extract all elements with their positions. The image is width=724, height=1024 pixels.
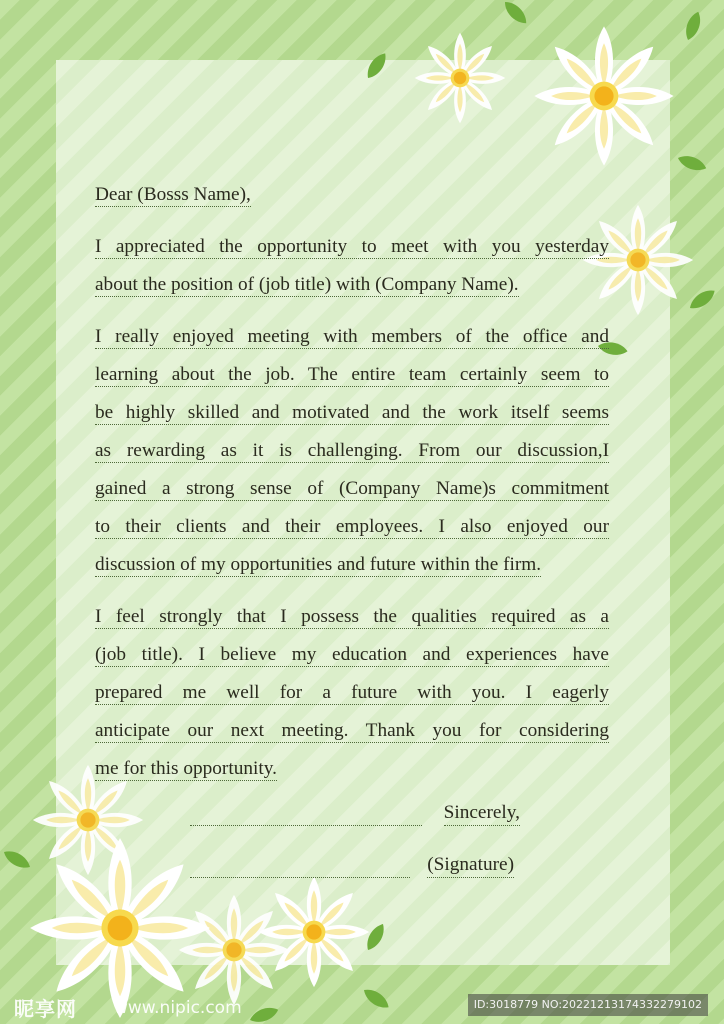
flower-icon: [534, 26, 673, 165]
closing-row: [190, 800, 520, 830]
leaf-icon: [363, 50, 390, 81]
leaf-icon: [687, 286, 718, 313]
letter-line: [95, 318, 609, 356]
line-text: I really enjoyed meeting with members of the office and: [95, 326, 609, 347]
flower-icon: [415, 33, 505, 123]
signature-row: [190, 852, 514, 882]
line-text: gained a strong sense of (Company Name)s commitment: [95, 478, 609, 499]
letter-line: [95, 266, 609, 304]
closing-rule: [190, 825, 422, 826]
letter-line: [95, 598, 609, 636]
leaf-icon: [501, 0, 531, 27]
paragraph-1: [95, 228, 609, 304]
letter-line: [95, 432, 609, 470]
line-text: I appreciated the opportunity to meet with you yesterday: [95, 236, 609, 257]
letter-line: [95, 674, 609, 712]
letter-line: [95, 636, 609, 674]
leaf-icon: [1, 847, 33, 872]
line-text: learning about the job. The entire team certainly seem to: [95, 364, 609, 385]
signature-text: (Signature): [427, 853, 514, 878]
watermark-url: www.nipic.com: [114, 998, 242, 1018]
closing-text: Sincerely,: [444, 801, 520, 826]
greeting-text: Dear (Bosss Name),: [95, 184, 251, 205]
paragraph-2: [95, 318, 609, 584]
line-text: about the position of (job title) with (Company Name).: [95, 274, 519, 295]
leaf-icon: [248, 1004, 280, 1024]
signature-rule: [190, 877, 410, 878]
letter-line: [95, 508, 609, 546]
letter-line: [95, 470, 609, 508]
letter-line: [95, 750, 609, 788]
line-text: discussion of my opportunities and future within the firm.: [95, 554, 542, 575]
flower-icon: [30, 838, 210, 1018]
letter-greeting-block: [95, 176, 609, 214]
letter-line: [95, 712, 609, 750]
letter-line: [95, 394, 609, 432]
letter-line: [95, 546, 609, 584]
line-text: prepared me well for a future with you. I eagerly: [95, 682, 609, 703]
watermark-id: ID:3018779 NO:20221213174332279102: [468, 994, 708, 1016]
leaf-icon: [676, 152, 708, 174]
line-text: (job title). I believe my education and experiences have: [95, 644, 609, 665]
letter-line: [95, 228, 609, 266]
line-text: I feel strongly that I possess the qualities required as a: [95, 606, 609, 627]
watermark-logo: 昵享网: [14, 997, 77, 1021]
letter-line: [95, 356, 609, 394]
line-text: be highly skilled and motivated and the work itself seems: [95, 402, 609, 423]
leaf-icon: [363, 921, 388, 953]
leaf-icon: [361, 985, 392, 1012]
line-text: anticipate our next meeting. Thank you for considering: [95, 720, 609, 741]
line-text: me for this opportunity.: [95, 758, 277, 779]
leaf-icon: [682, 10, 704, 42]
line-text: as rewarding as it is challenging. From our discussion,I: [95, 440, 609, 461]
flower-icon: [259, 877, 369, 987]
letter-line: [95, 176, 609, 214]
paragraph-3: [95, 598, 609, 788]
line-text: to their clients and their employees. I also enjoyed our: [95, 516, 609, 537]
letter-body: [95, 176, 609, 802]
flower-icon: [179, 895, 289, 1005]
